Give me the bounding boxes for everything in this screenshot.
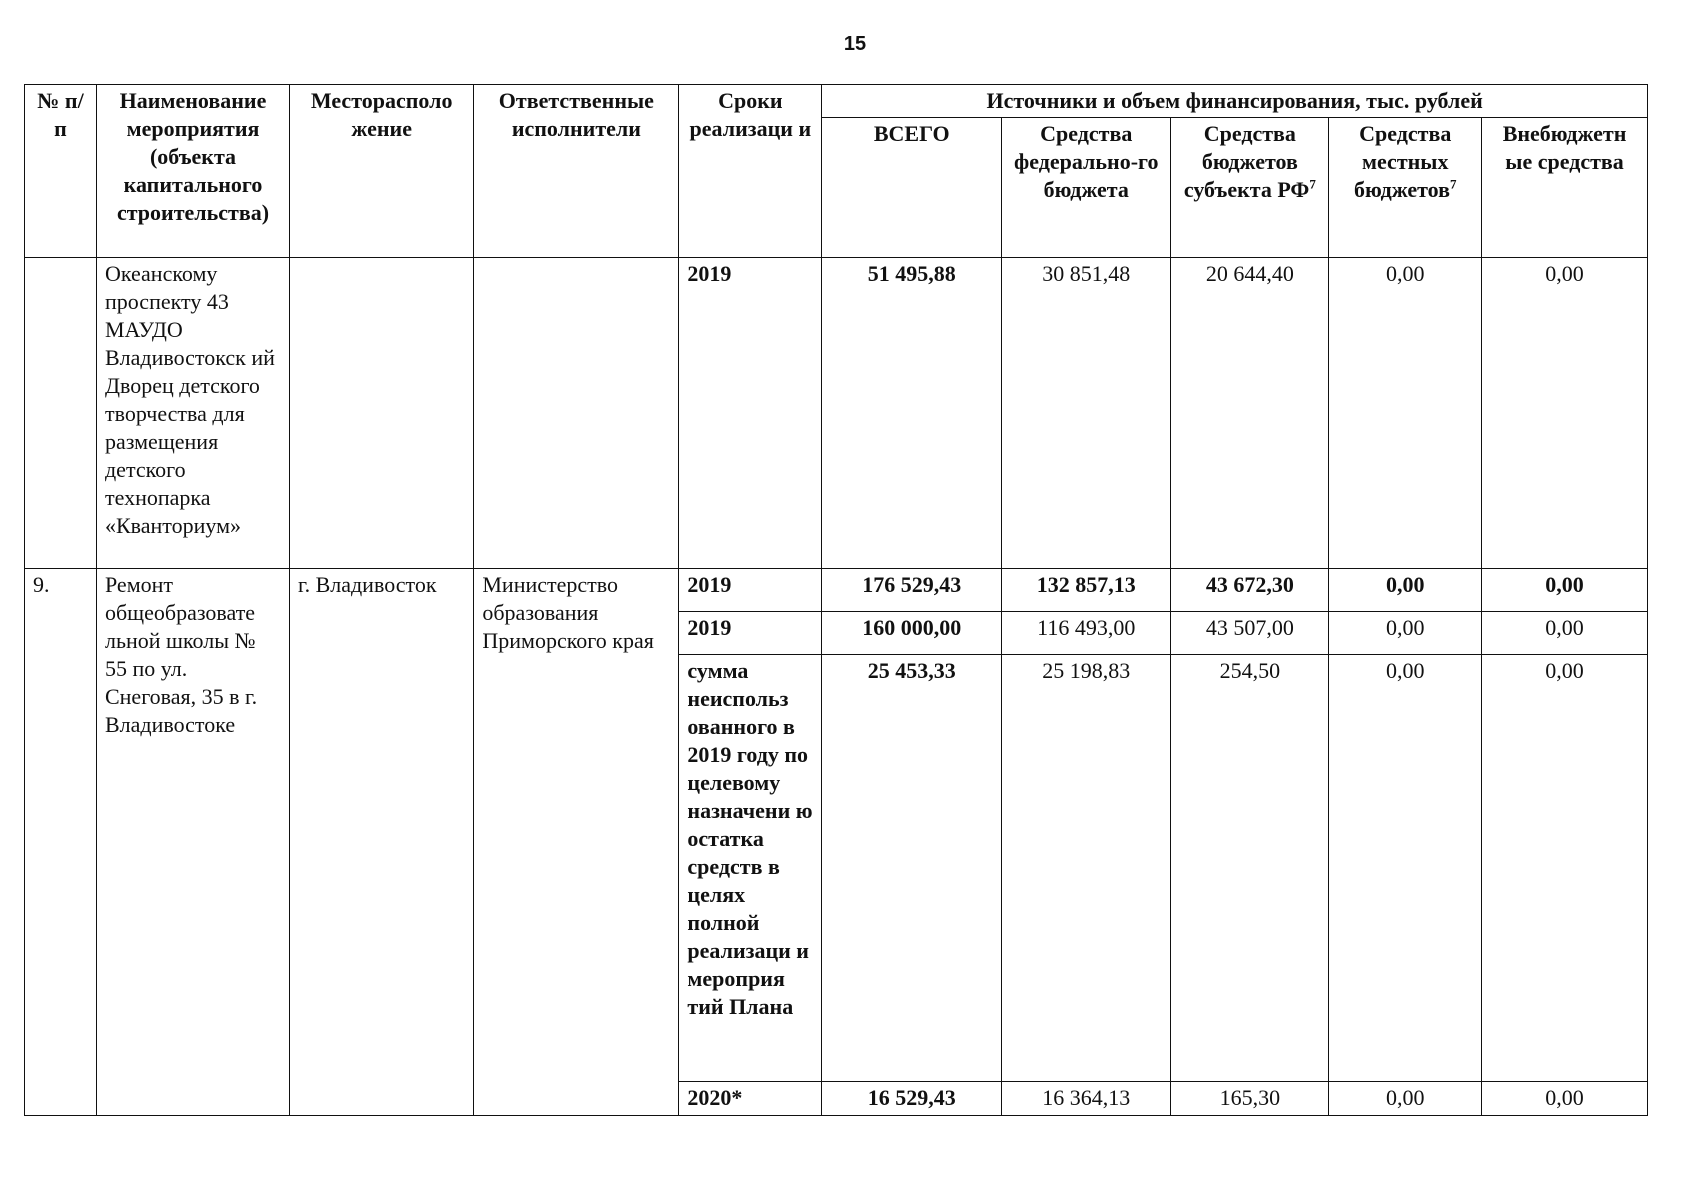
cell-local: 0,00 (1329, 258, 1482, 569)
cell-extra: 0,00 (1482, 569, 1648, 612)
cell-subject: 165,30 (1171, 1082, 1329, 1116)
cell-name: Ремонт общеобразовате льной школы № 55 по ул. Снеговая, 35 в г. Владивостоке (96, 569, 289, 1116)
cell-federal: 16 364,13 (1002, 1082, 1171, 1116)
cell-location: г. Владивосток (290, 569, 474, 1116)
header-location: Месторасполо жение (290, 85, 474, 258)
cell-term: 2020* (679, 1082, 822, 1116)
cell-federal: 132 857,13 (1002, 569, 1171, 612)
cell-num (25, 258, 97, 569)
cell-extra: 0,00 (1482, 258, 1648, 569)
cell-federal: 25 198,83 (1002, 655, 1171, 1082)
cell-total: 16 529,43 (822, 1082, 1002, 1116)
cell-total: 25 453,33 (822, 655, 1002, 1082)
cell-local: 0,00 (1329, 655, 1482, 1082)
cell-total: 160 000,00 (822, 612, 1002, 655)
cell-subject: 43 672,30 (1171, 569, 1329, 612)
cell-term: 2019 (679, 612, 822, 655)
cell-location (290, 258, 474, 569)
cell-responsible (474, 258, 679, 569)
cell-extra: 0,00 (1482, 1082, 1648, 1116)
cell-extra: 0,00 (1482, 612, 1648, 655)
financing-table (24, 84, 1648, 1116)
cell-federal: 116 493,00 (1002, 612, 1171, 655)
cell-subject: 20 644,40 (1171, 258, 1329, 569)
header-extra: Внебюджетн ые средства (1482, 118, 1648, 258)
cell-local: 0,00 (1329, 1082, 1482, 1116)
cell-subject: 43 507,00 (1171, 612, 1329, 655)
cell-total: 51 495,88 (822, 258, 1002, 569)
cell-federal: 30 851,48 (1002, 258, 1171, 569)
cell-num: 9. (25, 569, 97, 1116)
header-terms: Сроки реализаци и (679, 85, 822, 258)
cell-total: 176 529,43 (822, 569, 1002, 612)
cell-term: сумма неиспольз ованного в 2019 году по целевому назначени ю остатка средств в целях полной реализаци и мероприя тий Плана (679, 655, 822, 1082)
footnote-marker: 7 (1309, 176, 1316, 192)
header-funding-group: Источники и объем финансирования, тыс. рублей (822, 85, 1648, 118)
footnote-marker: 7 (1450, 176, 1457, 192)
header-subject (1171, 118, 1329, 258)
cell-local: 0,00 (1329, 569, 1482, 612)
header-responsible: Ответственные исполнители (474, 85, 679, 258)
cell-local: 0,00 (1329, 612, 1482, 655)
cell-responsible: Министерство образования Приморского края (474, 569, 679, 1116)
table-row (25, 258, 1648, 569)
cell-name: Океанскому проспекту 43 МАУДО Владивостокск ий Дворец детского творчества для размещения детского технопарка «Кванториум» (96, 258, 289, 569)
header-local (1329, 118, 1482, 258)
header-total: ВСЕГО (822, 118, 1002, 258)
header-row-top (25, 85, 1648, 118)
cell-extra: 0,00 (1482, 655, 1648, 1082)
cell-subject: 254,50 (1171, 655, 1329, 1082)
header-subject-label: Средства бюджетов субъекта РФ (1183, 121, 1310, 202)
cell-term: 2019 (679, 258, 822, 569)
cell-term: 2019 (679, 569, 822, 612)
header-num: № п/п (25, 85, 97, 258)
header-name: Наименование мероприятия (объекта капитального строительства) (96, 85, 289, 258)
page-number: 15 (843, 33, 867, 55)
header-federal: Средства федерально-го бюджета (1002, 118, 1171, 258)
header-local-label: Средства местных бюджетов (1354, 121, 1452, 202)
table-row (25, 569, 1648, 612)
